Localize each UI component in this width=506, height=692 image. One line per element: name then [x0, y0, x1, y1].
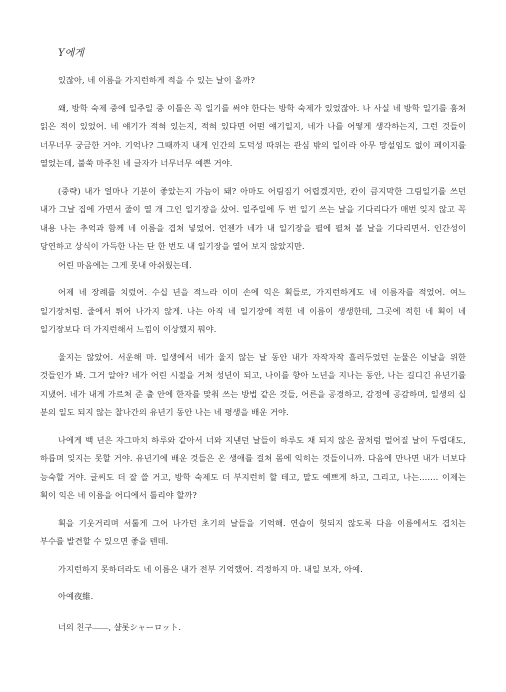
- letter-salutation: Y에게: [58, 48, 84, 59]
- paragraph-1: 있잖아, 네 이름을 가지런하게 적을 수 있는 날이 올까?: [58, 75, 256, 85]
- letter-signature: [58, 618, 466, 639]
- paragraph-9: 가지런하지 못하더라도 네 이름은 내가 전부 기억했어. 걱정하지 마. 내일 보자, 아예.: [58, 563, 363, 574]
- paragraph-6: 울지는 않았어. 서운해 마. 일생에서 네가 울지 않는 날 동안 내가 자작자작 흘러두었던 눈물은 이날을 위한 것들인가 봐. 그거 알아? 네가 어린 시절을 거쳐 성년이 되고, 나이를 향아 노년을 지나는 동안, 나는 길디긴 유년기를 지냈어. 네가 내게 가르쳐 준 출 안에 한자를 맞춰 쓰는 방법 같은 것들, 어른을 공경하고, 감정에 공감하며, 일생의 십 분의 일도 되지 않는 찰나간의 유년기 동안 나는 네 평생을 배운 거야.: [40, 351, 466, 417]
- signature-prefix: 너의 친구: [58, 621, 93, 632]
- paragraph-4: 어린 마음에는 그게 못내 아쉬웠는데.: [58, 259, 192, 270]
- signature-small-text: ──────: [92, 626, 109, 632]
- paragraph-10: 아예夜維.: [58, 591, 94, 601]
- signature-name: , 샬롯シャーロット.: [108, 621, 181, 632]
- paragraph-5: 어제 네 장례를 치렀어. 수십 년을 적느라 이미 손에 익은 획들로, 가지런하게도 네 이름자를 적었어. 여느 일기장처럼. 줄에서 튀어 나가지 않게. 나는 아직 네 일기장에 적힌 네 이름이 생생한데, 그곳에 적힌 네 획이 네 일기장보다 더 가지런해서 느낌이 이상했지 뭐야.: [40, 287, 466, 334]
- paragraph-8: 획을 기웃거리며 서툴게 그어 나가던 초기의 날들을 기억해. 연습이 헛되지 않도록 다음 이름에서도 겹치는 부수를 발견할 수 있으면 좋을 텐데.: [40, 517, 466, 546]
- paragraph-2: 왜, 방학 숙제 중에 일주일 중 이틀은 꼭 일기를 써야 한다는 방학 숙제가 있었잖아. 나 사실 네 방학 일기를 훔쳐 읽은 적이 있었어. 네 얘기가 적혀 있는지, 적혀 있다면 어떤 얘기일지, 네가 나를 어떻게 생각하는지, 그런 것들이 너무너무 궁금한 거야. 기억나? 그때까지 내게 인간의 도덕성 따위는 관심 밖의 일이라 아무 망설임도 없이 페이지를 열었는데, 불쑥 마주친 네 글자가 너무너무 예쁜 거야.: [40, 102, 466, 168]
- paragraph-3: (중략) 내가 얼마나 기분이 좋았는지 가늠이 돼? 아마도 어림짐기 어렵겠지만, 칸이 큼지막한 그림일기를 쓰던 내가 그날 집에 가면서 줄이 열 개 그인 일기장을 샀어. 일주일에 두 번 일기 쓰는 날을 기다리다가 매번 잊지 않고 꼭 내용 나는 추억과 함께 네 이름을 겹쳐 넣었어. 언젠가 네가 내 일기장을 펼에 펼쳐 볼 날을 기다리면서. 인간성이 당연하고 상식이 가득한 나는 단 한 번도 내 일기장을 열어 보지 않았지만.: [40, 185, 466, 251]
- paragraph-7: 나에게 백 년은 자그마치 하루와 같아서 너와 지낸던 날들이 하루도 채 되지 않은 꿈처럼 멀어질 날이 두렵대도, 하릅며 잊지는 못할 거야. 유년기에 배운 것들은 온 생애를 걸쳐 몸에 익히는 것들이니까. 다음에 만나면 내가 너보다 능숙할 거야. 글씨도 더 잘 쓸 거고, 방학 숙제도 더 부지런히 할 테고, 말도 예쁘게 하고, 그리고, 나는……. 이제는 획이 익은 네 이름을 어디에서 틀리야 할까?: [40, 434, 466, 500]
